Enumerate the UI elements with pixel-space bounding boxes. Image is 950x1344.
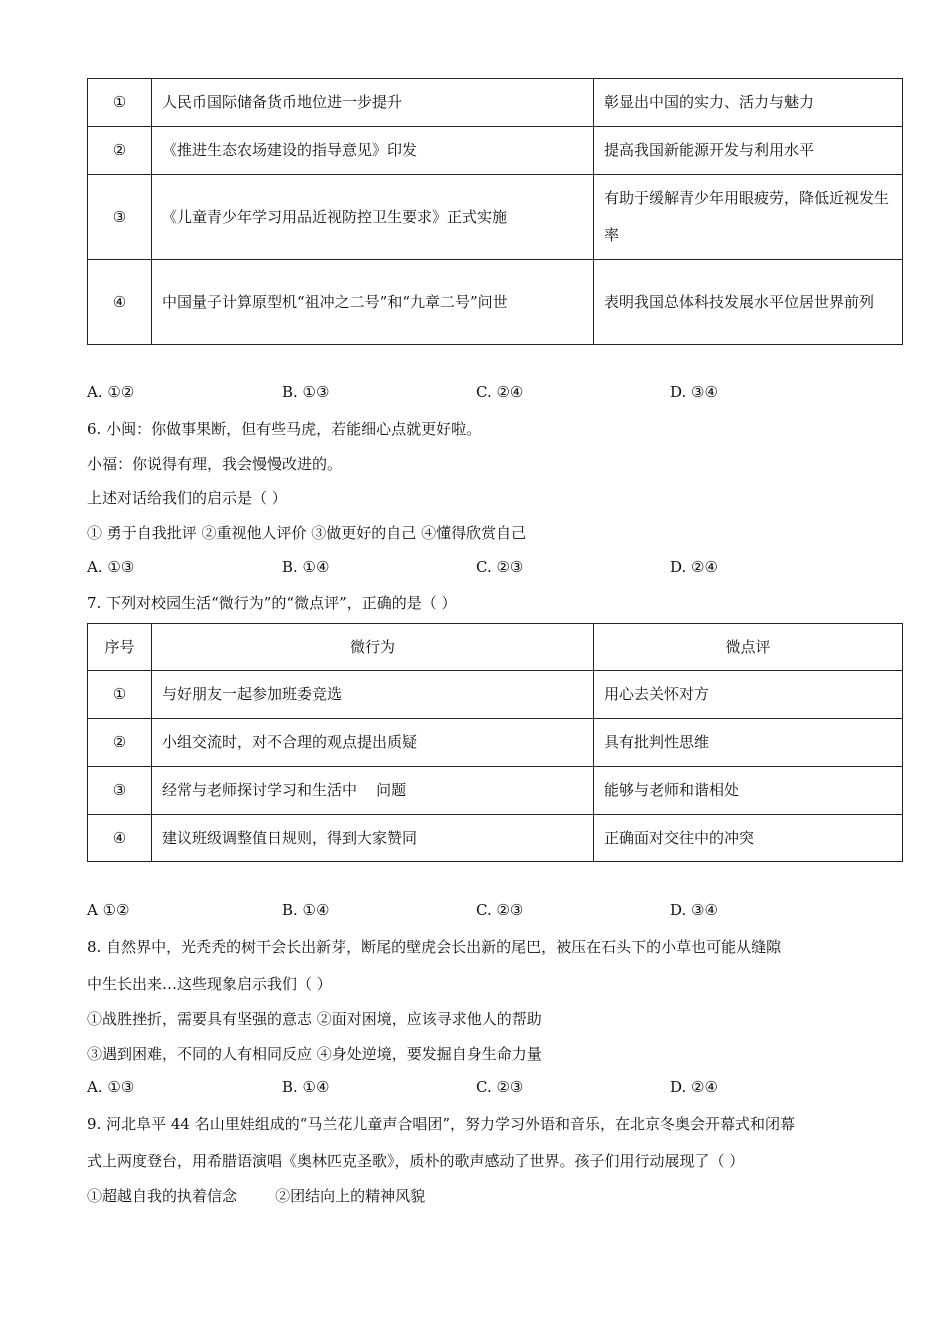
q6-choices: ① 勇于自我批评 ②重视他人评价 ③做更好的自己 ④懂得欣赏自己 xyxy=(87,524,527,542)
q8-option-d: D. ②④ xyxy=(670,1078,718,1096)
q7-option-c: C. ②③ xyxy=(476,901,524,919)
q8-line-1: 8. 自然界中，光秃秃的树干会长出新芽，断尾的壁虎会长出新的尾巴，被压在石头下的小草也可能从缝隙 xyxy=(87,938,782,956)
table-row xyxy=(88,671,903,719)
q6-option-c: C. ②③ xyxy=(476,558,524,576)
q6-line-2: 小福：你说得有理，我会慢慢改进的。 xyxy=(87,455,343,473)
q5-option-b: B. ①③ xyxy=(282,383,330,401)
table-row xyxy=(88,767,903,815)
header-behavior: 微行为 xyxy=(152,624,594,671)
row-number: ② xyxy=(88,127,152,175)
behavior-cell: 建议班级调整值日规则，得到大家赞同 xyxy=(152,815,594,862)
table-national-events xyxy=(87,78,903,345)
event-cell: 人民币国际储备货币地位进一步提升 xyxy=(152,79,594,127)
q7-option-a: A ①② xyxy=(87,901,130,919)
q9-line-2: 式上两度登台，用希腊语演唱《奥林匹克圣歌》，质朴的歌声感动了世界。孩子们用行动展现了（ ） xyxy=(87,1152,745,1170)
event-cell: 《推进生态农场建设的指导意见》印发 xyxy=(152,127,594,175)
q6-option-a: A. ①③ xyxy=(87,558,135,576)
row-number: ① xyxy=(88,671,152,719)
table-row xyxy=(88,815,903,862)
table-row xyxy=(88,175,903,260)
table-row xyxy=(88,719,903,767)
q7-stem: 7. 下列对校园生活“微行为”的“微点评”，正确的是（ ） xyxy=(87,594,457,612)
q8-option-a: A. ①③ xyxy=(87,1078,135,1096)
comment-cell: 正确面对交往中的冲突 xyxy=(594,815,903,862)
q7-option-d: D. ③④ xyxy=(670,901,718,919)
table-row xyxy=(88,127,903,175)
event-cell: 中国量子计算原型机“祖冲之二号”和“九章二号”问世 xyxy=(152,260,594,345)
row-number: ④ xyxy=(88,815,152,862)
q7-option-b: B. ①④ xyxy=(282,901,330,919)
comment-cell: 能够与老师和谐相处 xyxy=(594,767,903,815)
event-cell: 《儿童青少年学习用品近视防控卫生要求》正式实施 xyxy=(152,175,594,260)
q5-option-d: D. ③④ xyxy=(670,383,718,401)
behavior-cell: 与好朋友一起参加班委竞选 xyxy=(152,671,594,719)
behavior-cell: 经常与老师探讨学习和生活中 问题 xyxy=(152,767,594,815)
comment-cell: 有助于缓解青少年用眼疲劳，降低近视发生率 xyxy=(594,175,903,260)
q8-choice-1: ①战胜挫折，需要具有坚强的意志 ②面对困境，应该寻求他人的帮助 xyxy=(87,1010,542,1028)
table-row xyxy=(88,79,903,127)
q6-option-d: D. ②④ xyxy=(670,558,718,576)
comment-cell: 彰显出中国的实力、活力与魅力 xyxy=(594,79,903,127)
comment-cell: 提高我国新能源开发与利用水平 xyxy=(594,127,903,175)
comment-cell: 用心去关怀对方 xyxy=(594,671,903,719)
table-micro-behaviors xyxy=(87,623,903,862)
q8-option-b: B. ①④ xyxy=(282,1078,330,1096)
header-number: 序号 xyxy=(88,624,152,671)
comment-cell: 表明我国总体科技发展水平位居世界前列 xyxy=(594,260,903,345)
q9-choices: ①超越自我的执着信念 ②团结向上的精神风貌 xyxy=(87,1187,426,1205)
q8-line-2: 中生长出来…这些现象启示我们（ ） xyxy=(87,975,332,993)
q6-line-1: 6. 小闽：你做事果断，但有些马虎，若能细心点就更好啦。 xyxy=(87,420,482,438)
q6-line-3: 上述对话给我们的启示是（ ） xyxy=(87,489,287,507)
comment-cell: 具有批判性思维 xyxy=(594,719,903,767)
q5-option-c: C. ②④ xyxy=(476,383,524,401)
behavior-cell: 小组交流时，对不合理的观点提出质疑 xyxy=(152,719,594,767)
row-number: ③ xyxy=(88,175,152,260)
q8-choice-2: ③遇到困难，不同的人有相同反应 ④身处逆境，要发掘自身生命力量 xyxy=(87,1045,542,1063)
q5-option-a: A. ①② xyxy=(87,383,135,401)
table-header-row xyxy=(88,624,903,671)
row-number: ② xyxy=(88,719,152,767)
table-row xyxy=(88,260,903,345)
q9-line-1: 9. 河北阜平 44 名山里娃组成的“马兰花儿童声合唱团”，努力学习外语和音乐，在北京冬奥会开幕式和闭幕 xyxy=(87,1115,796,1133)
header-comment: 微点评 xyxy=(594,624,903,671)
row-number: ① xyxy=(88,79,152,127)
row-number: ③ xyxy=(88,767,152,815)
q8-option-c: C. ②③ xyxy=(476,1078,524,1096)
q6-option-b: B. ①④ xyxy=(282,558,330,576)
row-number: ④ xyxy=(88,260,152,345)
